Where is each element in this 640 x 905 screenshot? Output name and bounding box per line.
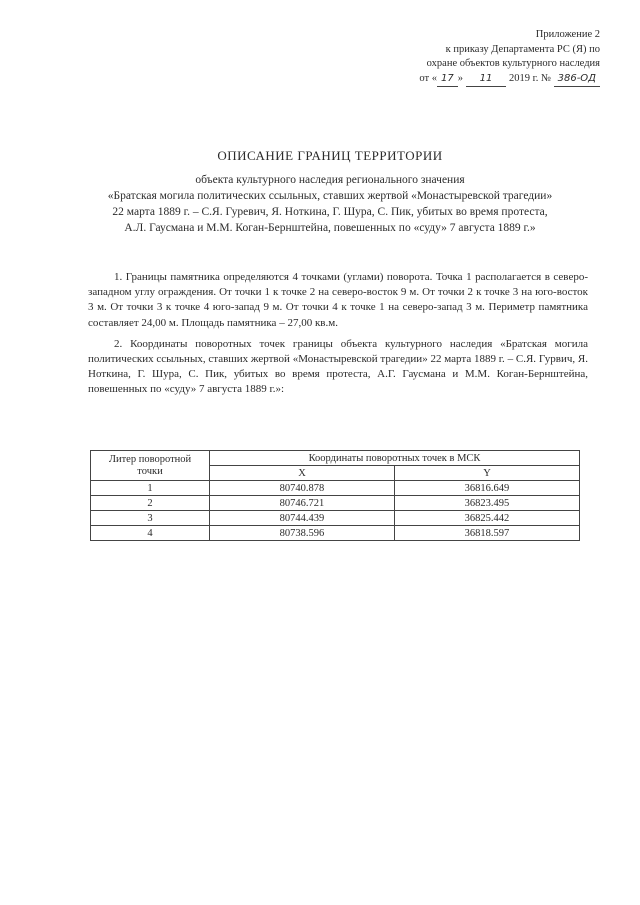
coordinates-table [90,450,580,541]
cell-liter: 1 [91,481,210,496]
date-year: 2019 г. № [508,72,551,84]
subtitle-line-3: 22 марта 1889 г. – С.Я. Гуревич, Я. Ноткина, Г. Шура, С. Пик, убитых во время протеста, [112,206,548,218]
header-x: X [210,466,395,481]
cell-liter: 2 [91,496,210,511]
date-prefix: от « [419,72,437,84]
table-header-row [91,451,580,466]
document-title: ОПИСАНИЕ ГРАНИЦ ТЕРРИТОРИИ [217,148,443,163]
cell-x: 80738.596 [210,526,395,541]
cell-x: 80740.878 [210,481,395,496]
header-liter: Литер поворотной точки [91,451,210,481]
cell-y: 36823.495 [394,496,579,511]
cell-y: 36818.597 [394,526,579,541]
title-block [70,148,590,236]
appendix-line-1: Приложение 2 [535,29,600,40]
subtitle-line-1: объекта культурного наследия регионального значения [195,174,465,186]
order-number: 386-ОД [554,72,600,88]
header-coords: Координаты поворотных точек в МСК [210,451,580,466]
paragraph-1: 1. Границы памятника определяются 4 точками (углами) поворота. Точка 1 располагается в северо-западном углу ограждения. От точки 1 к точке 2 на северо-восток 9 м. От точки 2 к точке 3 на юго-восток 3 м. От точки 3 к точке 4 юго-запад 9 м. От точки 4 к точке 1 на северо-запад 3 м. Периметр памятника составляет 24,00 м. Площадь памятника – 27,00 кв.м. [88,271,588,329]
date-day: 17 [437,72,458,88]
table-row [91,481,580,496]
date-mid: » [457,72,463,84]
cell-y: 36825.442 [394,511,579,526]
subtitle-line-2: «Братская могила политических ссыльных, ставших жертвой «Монастыревской трагедии» [107,190,553,202]
appendix-line-3: охране объектов культурного наследия [426,58,600,69]
appendix-date-line [360,72,600,88]
date-month: 11 [466,72,507,88]
appendix-header [360,28,600,87]
cell-x: 80746.721 [210,496,395,511]
table-row [91,526,580,541]
table-row [91,511,580,526]
cell-liter: 4 [91,526,210,541]
header-y: Y [394,466,579,481]
cell-y: 36816.649 [394,481,579,496]
cell-x: 80744.439 [210,511,395,526]
subtitle [70,172,590,236]
paragraph-2: 2. Координаты поворотных точек границы объекта культурного наследия «Братская могила политических ссыльных, ставших жертвой «Монастыревской трагедии» 22 марта 1889 г. – С.Я. Гурвич, Я. Ноткина, Г. Шура, С. Пик, убитых во время протеста, А.Г. Гаусмана и М.М. Коган-Бернштейна, повешенных по «суду» 7 августа 1889 г.»: [88,337,588,396]
body-text [88,270,588,404]
appendix-line-2: к приказу Департамента РС (Я) по [445,43,600,55]
cell-liter: 3 [91,511,210,526]
table-row [91,496,580,511]
subtitle-line-4: А.Л. Гаусмана и М.М. Коган-Бернштейна, повешенных по «суду» 7 августа 1889 г.» [124,222,536,234]
